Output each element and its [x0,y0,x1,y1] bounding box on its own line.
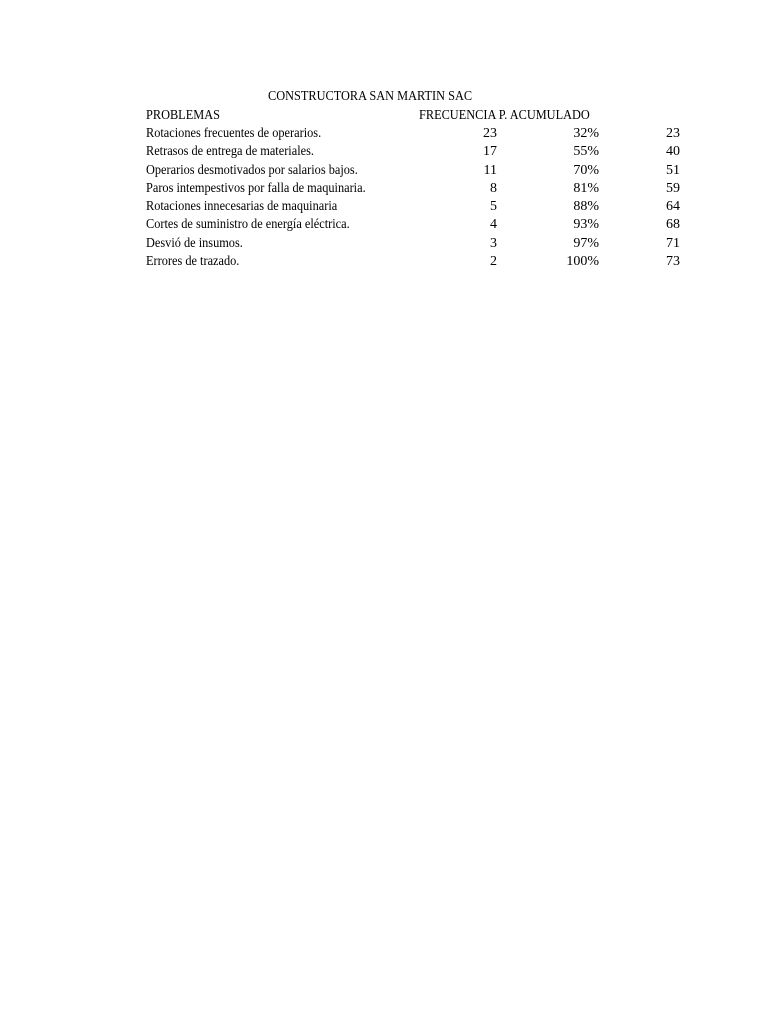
accumulated-cell: 51 [666,163,680,178]
accumulated-cell: 64 [666,199,680,214]
percent-cell: 97% [573,236,599,251]
percent-cell: 100% [566,254,599,269]
percent-cell: 32% [573,126,599,141]
percent-cell: 88% [573,199,599,214]
accumulated-cell: 59 [666,181,680,196]
problem-cell: Desvió de insumos. [146,236,243,251]
frequency-cell: 3 [490,236,497,251]
accumulated-cell: 68 [666,217,680,232]
frequency-cell: 2 [490,254,497,269]
table-row [0,216,768,234]
problem-cell: Operarios desmotivados por salarios bajos. [146,163,358,178]
frequency-cell: 8 [490,181,497,196]
problem-cell: Rotaciones frecuentes de operarios. [146,126,322,141]
table-row [0,235,768,253]
frequency-cell: 11 [483,163,497,178]
accumulated-cell: 71 [666,236,680,251]
percent-cell: 70% [573,163,599,178]
table-title: CONSTRUCTORA SAN MARTIN SAC [268,89,473,104]
problem-cell: Retrasos de entrega de materiales. [146,144,314,159]
percent-cell: 93% [573,217,599,232]
accumulated-cell: 23 [666,126,680,141]
header-problemas: PROBLEMAS [146,108,220,123]
table-row [0,162,768,180]
problem-cell: Cortes de suministro de energía eléctrica. [146,217,350,232]
frequency-cell: 5 [490,199,497,214]
percent-cell: 81% [573,181,599,196]
table-row [0,143,768,161]
table-row [0,253,768,271]
problem-cell: Paros intempestivos por falla de maquinaria. [146,181,366,196]
table-row [0,125,768,143]
problem-cell: Errores de trazado. [146,254,240,269]
header-frecuencia-acumulado: FRECUENCIA P. ACUMULADO [419,108,590,123]
accumulated-cell: 73 [666,254,680,269]
header-row [0,107,768,125]
frequency-cell: 17 [483,144,497,159]
frequency-cell: 23 [483,126,497,141]
accumulated-cell: 40 [666,144,680,159]
percent-cell: 55% [573,144,599,159]
table-row [0,198,768,216]
frequency-cell: 4 [490,217,497,232]
problem-cell: Rotaciones innecesarias de maquinaria [146,199,338,214]
table-row [0,180,768,198]
